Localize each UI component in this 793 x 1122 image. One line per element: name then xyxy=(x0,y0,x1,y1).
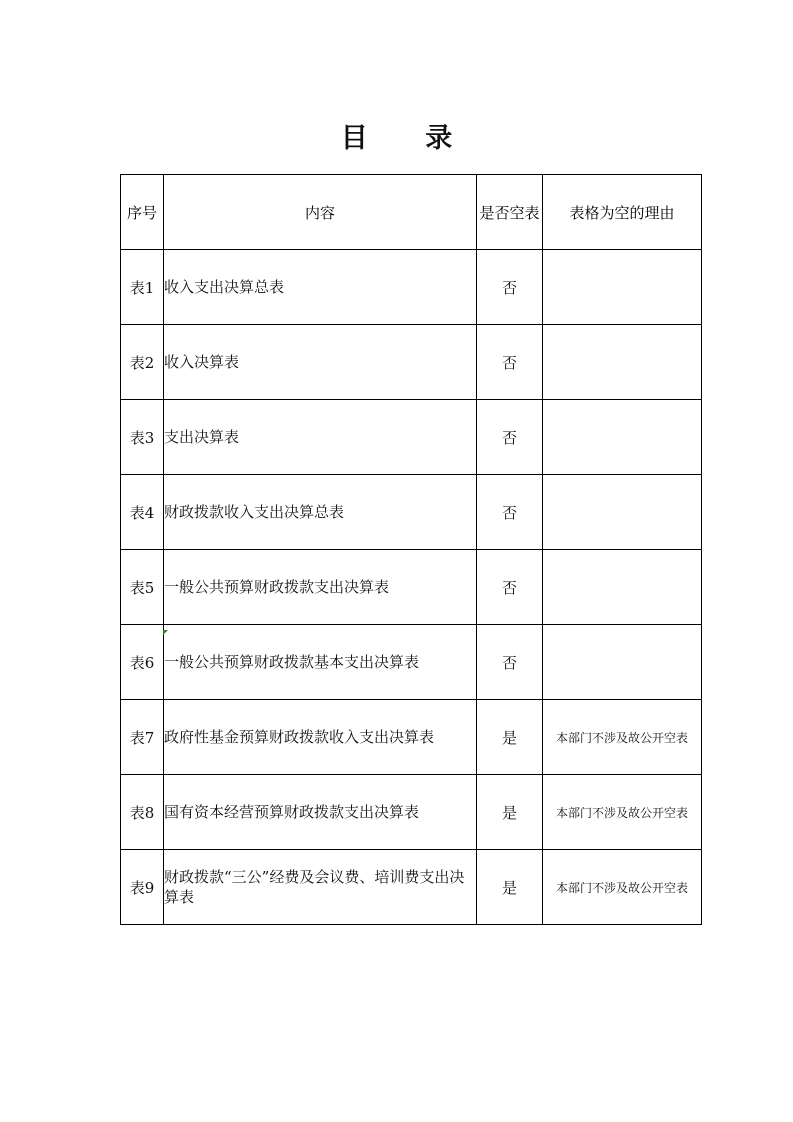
table-row xyxy=(121,625,702,700)
row-is-empty: 是 xyxy=(477,850,543,925)
row-name: 政府性基金预算财政拨款收入支出决算表 xyxy=(164,700,477,775)
row-id: 表1 xyxy=(121,250,164,325)
row-id: 表8 xyxy=(121,775,164,850)
row-reason xyxy=(543,475,702,550)
table-row xyxy=(121,700,702,775)
row-is-empty: 否 xyxy=(477,625,543,700)
table-row xyxy=(121,400,702,475)
row-name: 收入支出决算总表 xyxy=(164,250,477,325)
table-row xyxy=(121,325,702,400)
row-reason: 本部门不涉及故公开空表 xyxy=(543,700,702,775)
row-name: 收入决算表 xyxy=(164,325,477,400)
row-reason: 本部门不涉及故公开空表 xyxy=(543,775,702,850)
row-id: 表4 xyxy=(121,475,164,550)
row-is-empty: 否 xyxy=(477,325,543,400)
header-reason: 表格为空的理由 xyxy=(543,175,702,250)
row-is-empty: 否 xyxy=(477,400,543,475)
table-header-row xyxy=(121,175,702,250)
page-title: 目 录 xyxy=(340,123,477,154)
table-row xyxy=(121,550,702,625)
row-reason xyxy=(543,625,702,700)
cell-comment-marker xyxy=(163,630,168,635)
table-row xyxy=(121,250,702,325)
row-is-empty: 是 xyxy=(477,775,543,850)
row-id: 表5 xyxy=(121,550,164,625)
row-is-empty: 是 xyxy=(477,700,543,775)
row-id: 表9 xyxy=(121,850,164,925)
row-name: 财政拨款“三公”经费及会议费、培训费支出决算表 xyxy=(164,850,477,925)
row-id: 表7 xyxy=(121,700,164,775)
row-name: 一般公共预算财政拨款基本支出决算表 xyxy=(164,625,477,700)
row-reason: 本部门不涉及故公开空表 xyxy=(543,850,702,925)
row-is-empty: 否 xyxy=(477,475,543,550)
row-is-empty: 否 xyxy=(477,550,543,625)
row-is-empty: 否 xyxy=(477,250,543,325)
row-reason xyxy=(543,250,702,325)
row-id: 表6 xyxy=(121,625,164,700)
row-name: 国有资本经营预算财政拨款支出决算表 xyxy=(164,775,477,850)
table-row xyxy=(121,775,702,850)
header-name: 内容 xyxy=(164,175,477,250)
row-reason xyxy=(543,325,702,400)
row-reason xyxy=(543,550,702,625)
row-reason xyxy=(543,400,702,475)
row-id: 表2 xyxy=(121,325,164,400)
table-row xyxy=(121,850,702,925)
row-name: 支出决算表 xyxy=(164,400,477,475)
table-row xyxy=(121,475,702,550)
contents-table xyxy=(120,174,702,925)
header-is-empty: 是否空表 xyxy=(477,175,543,250)
row-id: 表3 xyxy=(121,400,164,475)
row-name: 财政拨款收入支出决算总表 xyxy=(164,475,477,550)
header-id: 序号 xyxy=(121,175,164,250)
row-name: 一般公共预算财政拨款支出决算表 xyxy=(164,550,477,625)
